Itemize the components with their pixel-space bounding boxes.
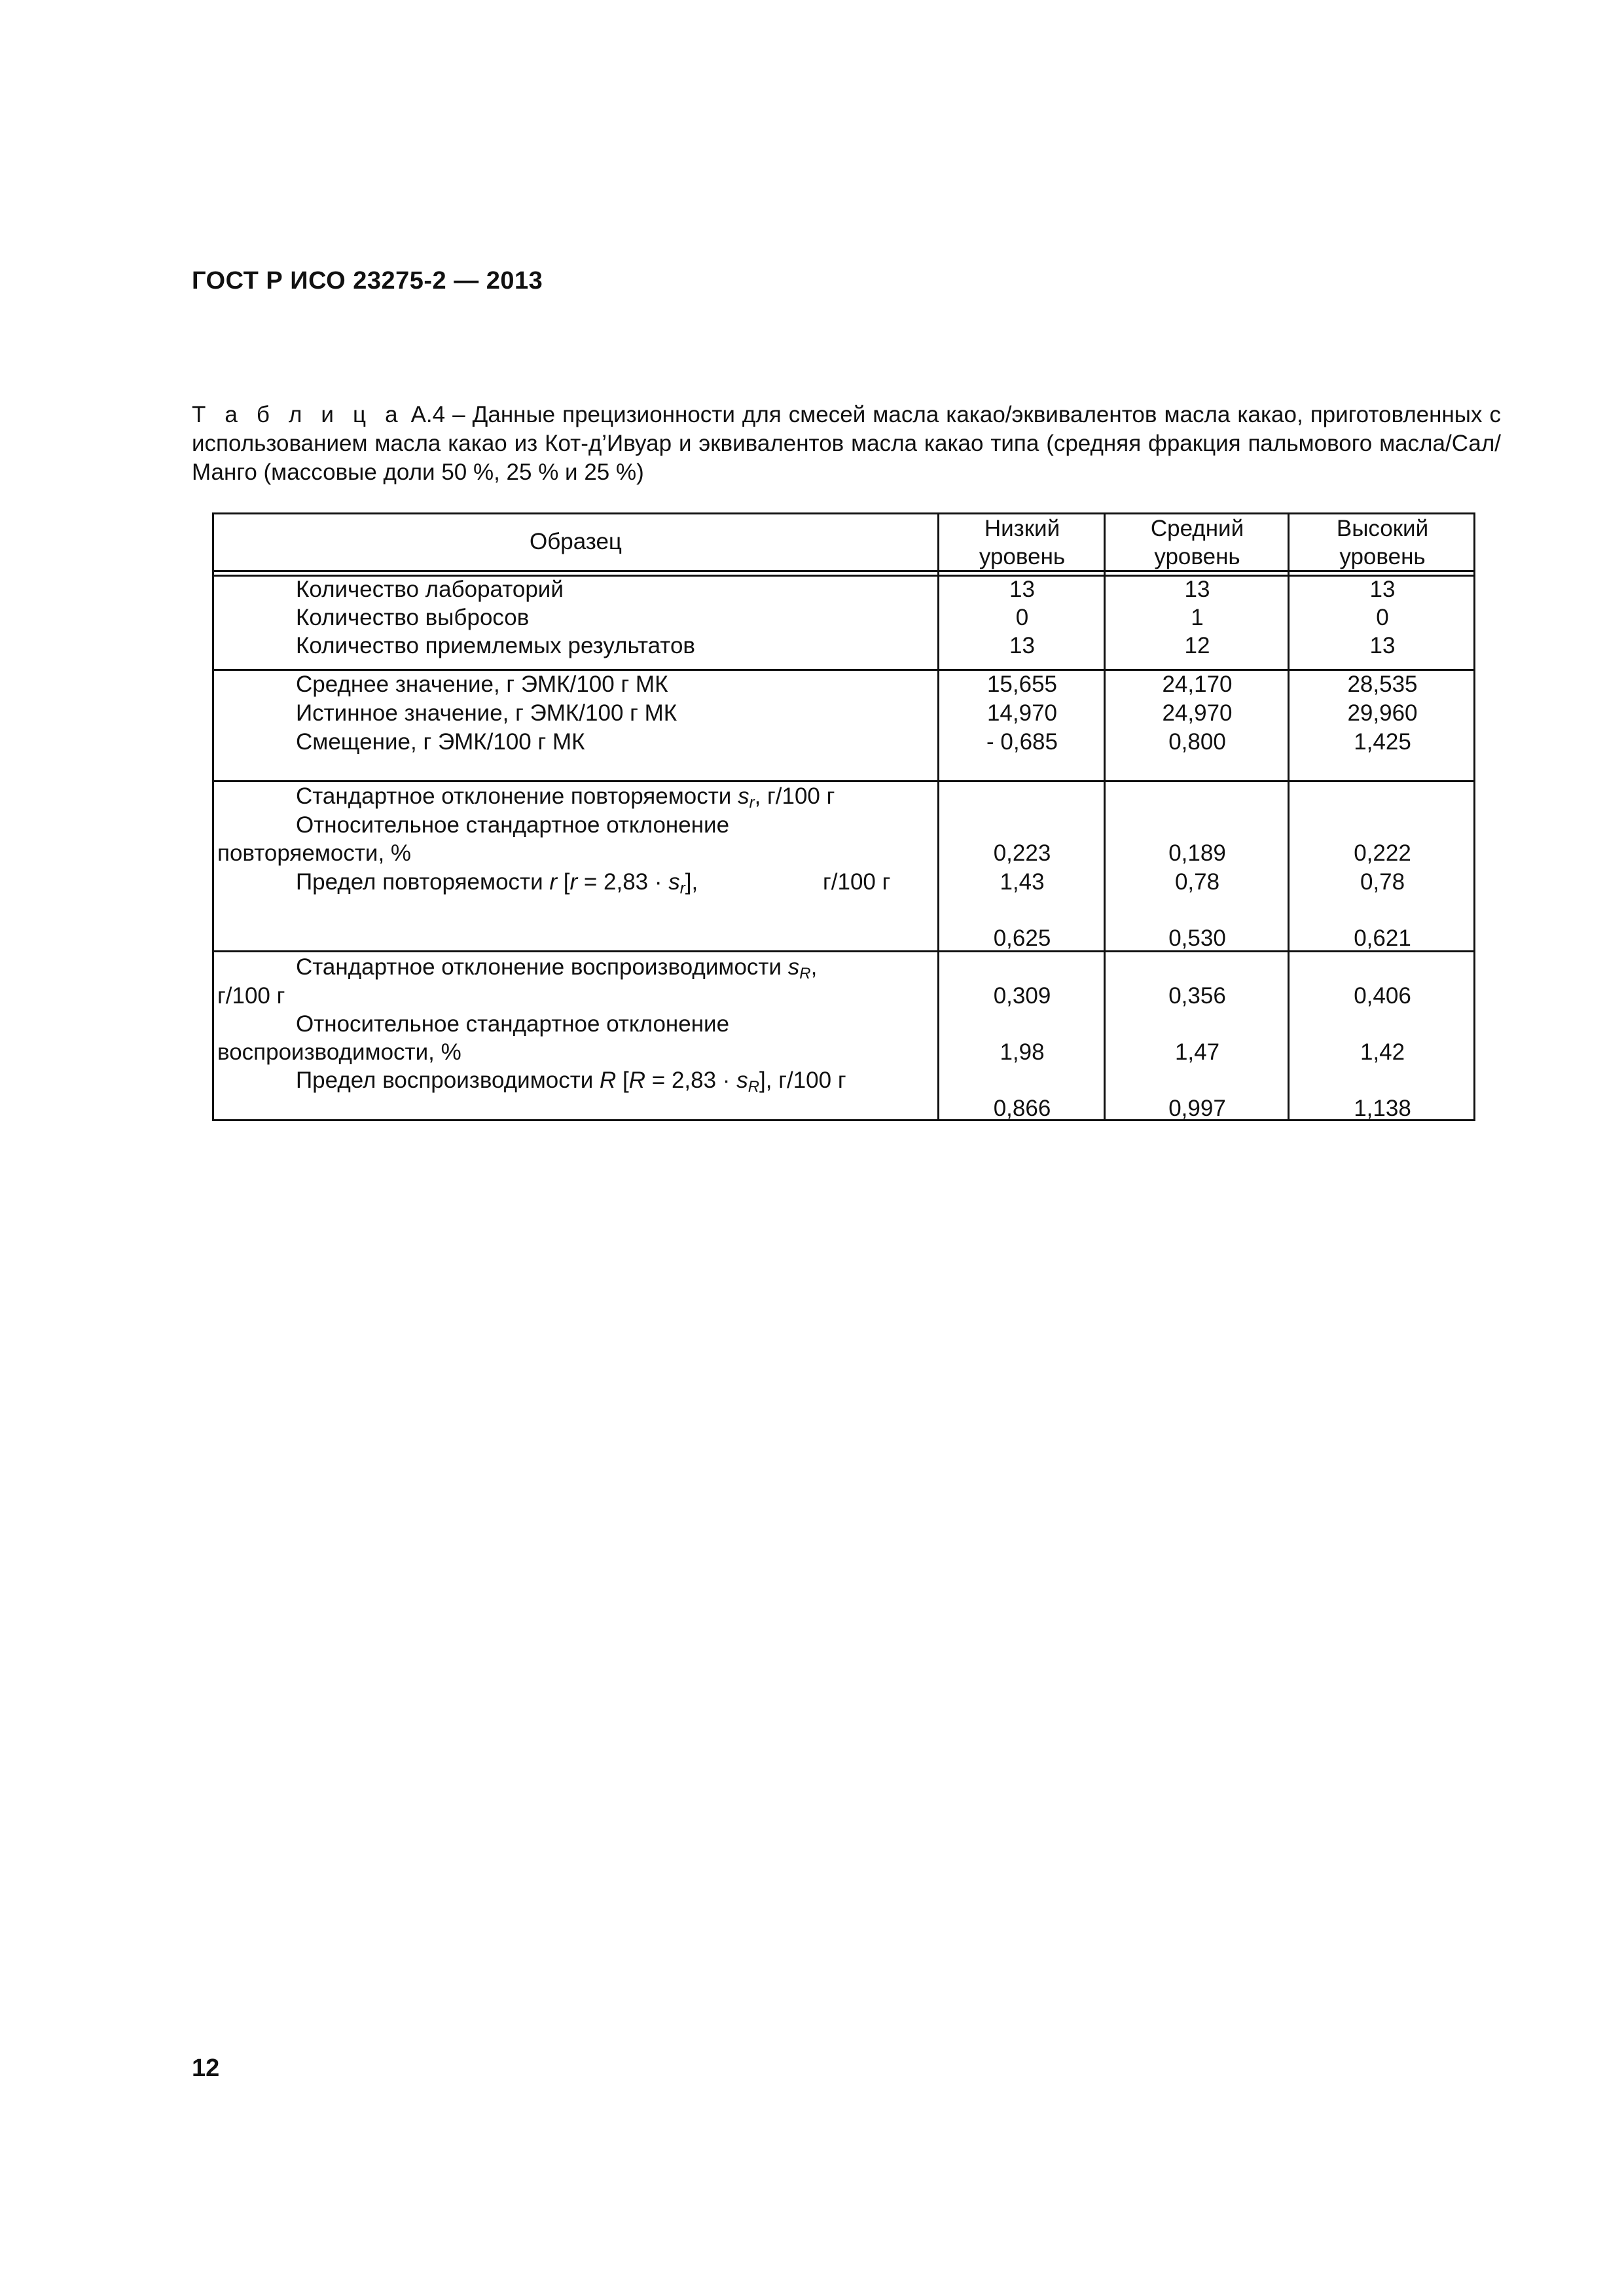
header-mid-line1: Средний: [1150, 516, 1244, 541]
cell-bias-low: - 0,685: [986, 729, 1058, 755]
cell-sR-low: 0,309: [993, 983, 1051, 1009]
row-label-rsd-r-line1: Относительное стандартное отклонение: [296, 812, 730, 838]
sR-comma: ,: [810, 954, 818, 980]
row-label-limit-R: [296, 1066, 846, 1102]
sR-subscript: R: [799, 965, 811, 982]
cell-rsd-r-high: 0,78: [1360, 869, 1405, 895]
limit-R-subscript: R: [748, 1078, 760, 1096]
limit-r-close: ],: [685, 869, 698, 895]
header-low-line1: Низкий: [984, 516, 1060, 541]
limit-R-s-symbol: s: [736, 1067, 748, 1093]
sr-symbol: s: [738, 783, 749, 809]
limit-r-symbol: r: [549, 869, 558, 895]
sr-label-unit: , г/100 г: [754, 783, 835, 809]
cell-outliers-mid: 1: [1191, 605, 1204, 630]
cell-true-low: 14,970: [986, 700, 1058, 726]
page-number: 12: [192, 2054, 220, 2082]
cell-labs-low: 13: [1009, 577, 1035, 602]
cell-limit-r-mid: 0,530: [1168, 925, 1226, 951]
cell-mean-high: 28,535: [1347, 672, 1418, 697]
row-label-rsd-R-line1: Относительное стандартное отклонение: [296, 1011, 730, 1037]
cell-rsd-r-mid: 0,78: [1174, 869, 1220, 895]
sR-label-text: Стандартное отклонение воспроизводимости: [296, 954, 788, 980]
limit-R-formula: = 2,83 ·: [645, 1067, 737, 1093]
cell-bias-high: 1,425: [1354, 729, 1411, 755]
cell-limit-R-mid: 0,997: [1168, 1096, 1226, 1121]
limit-R-text: Предел воспроизводимости: [296, 1067, 600, 1093]
cell-rsd-R-mid: 1,47: [1174, 1039, 1220, 1065]
cell-accepted-high: 13: [1369, 633, 1396, 658]
row-label-outliers: Количество выбросов: [296, 605, 530, 630]
limit-r-symbol-2: r: [569, 869, 578, 895]
cell-outliers-low: 0: [1015, 605, 1029, 630]
row-label-rsd-R-line2: воспроизводимости, %: [217, 1039, 461, 1065]
limit-r-s-symbol: s: [668, 869, 680, 895]
cell-limit-r-high: 0,621: [1354, 925, 1411, 951]
cell-labs-mid: 13: [1184, 577, 1210, 602]
limit-R-symbol-2: R: [628, 1067, 646, 1093]
header-high-line2: уровень: [1339, 544, 1426, 569]
document-header: ГОСТ Р ИСО 23275-2 — 2013: [192, 267, 543, 295]
row-label-true-value: Истинное значение, г ЭМК/100 г МК: [296, 700, 677, 726]
cell-bias-mid: 0,800: [1168, 729, 1226, 755]
limit-r-subscript: r: [679, 880, 685, 897]
row-label-accepted: Количество приемлемых результатов: [296, 633, 696, 658]
header-low-level: [939, 514, 1105, 571]
cell-mean-low: 15,655: [986, 672, 1058, 697]
limit-R-bracket: [: [616, 1067, 629, 1093]
row-label-rsd-r-line2: повторяемости, %: [217, 840, 412, 866]
cell-sr-high: 0,222: [1354, 840, 1411, 866]
cell-outliers-high: 0: [1376, 605, 1389, 630]
caption-text: А.4 – Данные прецизионности для смесей масла какао/эквивалентов масла какао, приготовленных с использованием масла какао из Кот-д’Ивуар и эквивалентов масла какао типа (средняя фракция пальмового масла/Сал/Манго (массовые доли 50 %, 25 % и 25 %): [192, 402, 1501, 485]
cell-sR-high: 0,406: [1354, 983, 1411, 1009]
cell-true-mid: 24,970: [1162, 700, 1233, 726]
cell-sr-low: 0,223: [993, 840, 1051, 866]
cell-true-high: 29,960: [1347, 700, 1418, 726]
limit-r-bracket: [: [557, 869, 570, 895]
sR-symbol: s: [787, 954, 800, 980]
header-high-line1: Высокий: [1336, 516, 1429, 541]
row-label-sR-unit: г/100 г: [217, 983, 285, 1009]
cell-limit-r-low: 0,625: [993, 925, 1051, 951]
row-label-labs: Количество лабораторий: [296, 577, 564, 602]
sr-subscript: r: [749, 794, 755, 812]
cell-rsd-r-low: 1,43: [1000, 869, 1045, 895]
header-mid-line2: уровень: [1154, 544, 1240, 569]
cell-accepted-low: 13: [1009, 633, 1035, 658]
cell-mean-mid: 24,170: [1162, 672, 1233, 697]
sr-label-text: Стандартное отклонение повторяемости: [296, 783, 738, 809]
table-caption: [192, 401, 1501, 487]
cell-rsd-R-low: 1,98: [1000, 1039, 1045, 1065]
limit-R-close: ], г/100 г: [759, 1067, 846, 1093]
limit-r-text: Предел повторяемости: [296, 869, 550, 895]
limit-R-symbol: R: [600, 1067, 617, 1093]
cell-sr-mid: 0,189: [1168, 840, 1226, 866]
limit-r-formula: = 2,83 ·: [577, 869, 669, 895]
row-label-sR: [296, 953, 817, 988]
cell-rsd-R-high: 1,42: [1360, 1039, 1405, 1065]
header-low-line2: уровень: [979, 544, 1066, 569]
row-label-bias: Смещение, г ЭМК/100 г МК: [296, 729, 585, 755]
caption-label: Т а б л и ц а: [192, 402, 404, 427]
cell-accepted-mid: 12: [1184, 633, 1210, 658]
header-mid-level: [1106, 514, 1289, 571]
cell-limit-R-low: 0,866: [993, 1096, 1051, 1121]
cell-labs-high: 13: [1369, 577, 1396, 602]
header-high-level: [1290, 514, 1475, 571]
cell-sR-mid: 0,356: [1168, 983, 1226, 1009]
precision-data-table: [212, 512, 1475, 1121]
row-label-limit-r: [296, 868, 698, 903]
row-label-limit-r-unit: г/100 г: [823, 869, 891, 895]
header-sample: Образец: [530, 529, 622, 554]
row-label-mean: Среднее значение, г ЭМК/100 г МК: [296, 672, 668, 697]
cell-limit-R-high: 1,138: [1354, 1096, 1411, 1121]
